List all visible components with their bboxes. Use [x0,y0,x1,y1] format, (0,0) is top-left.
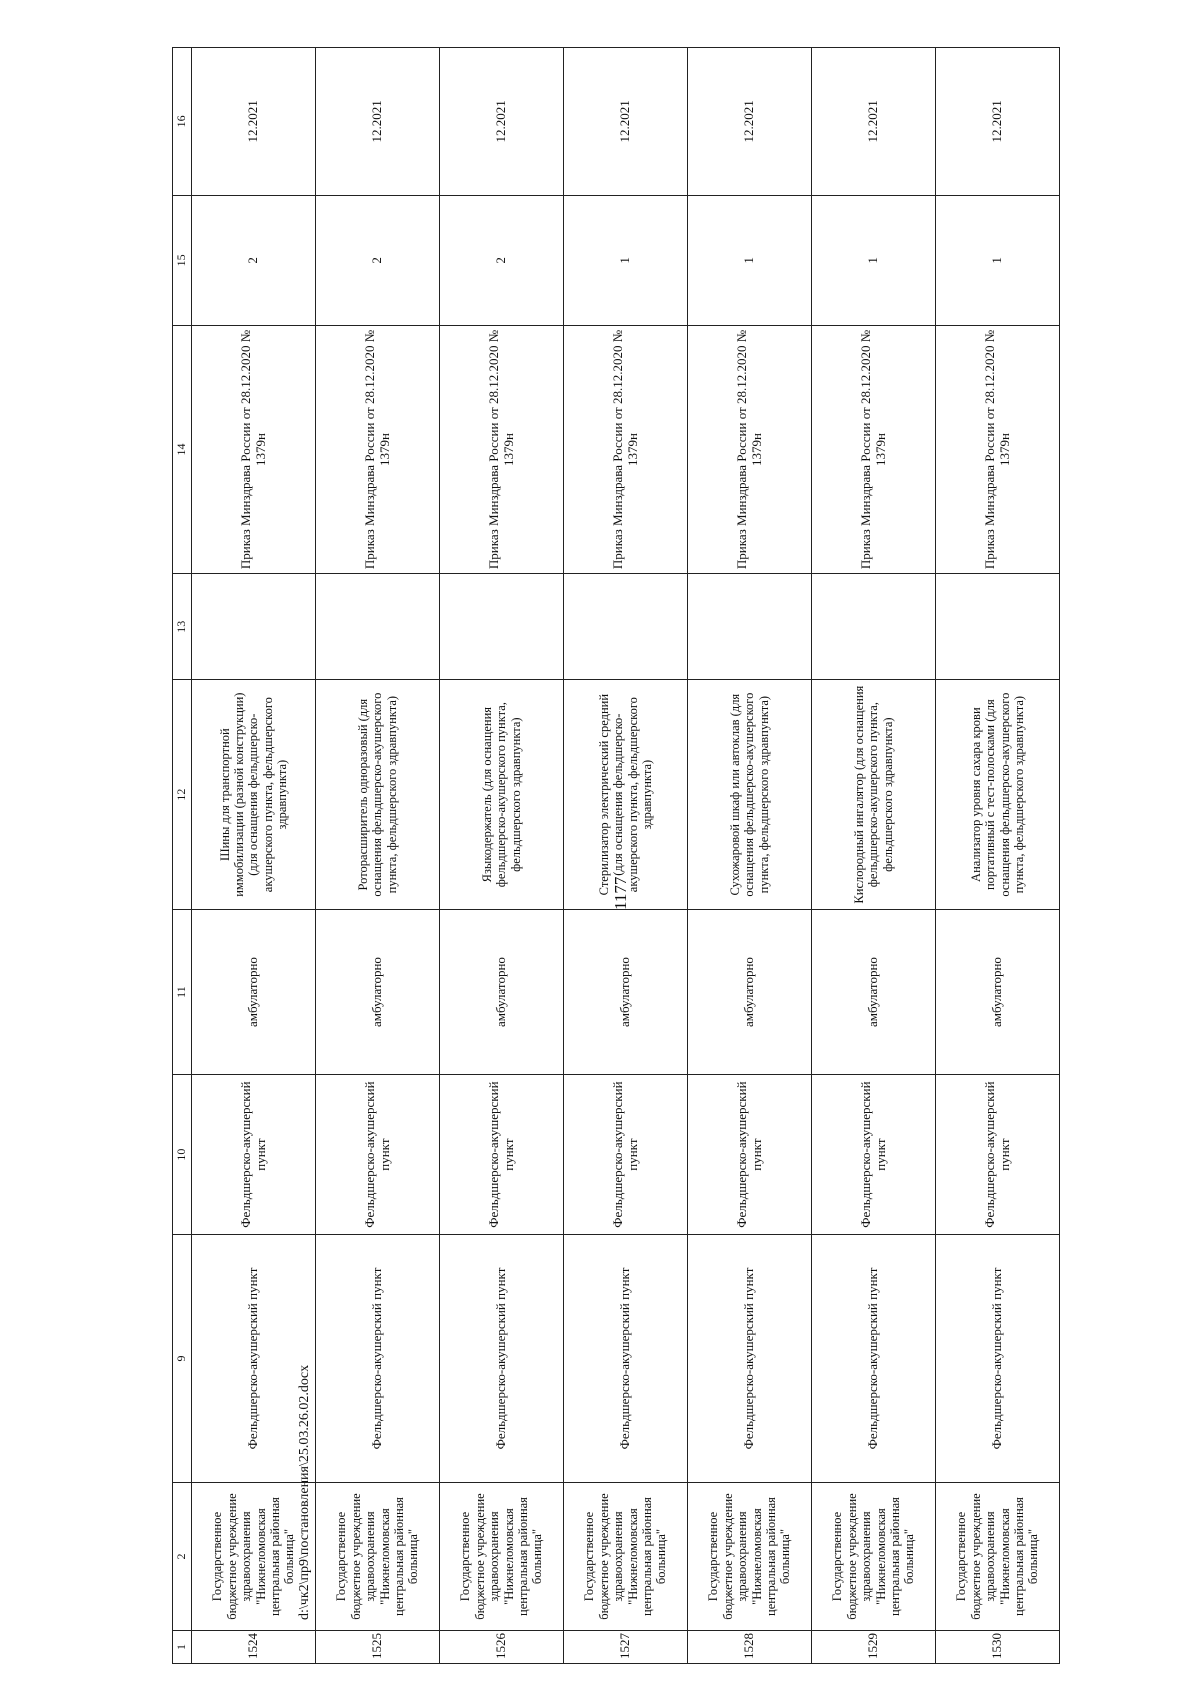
cell-column-13 [564,574,688,680]
cell-organization: Государственное бюджетное учреждение здравоохранения "Нижнеломовская центральная районная больница" [440,1483,564,1631]
cell-column-13 [440,574,564,680]
header-cell: 9 [173,1234,192,1482]
cell-unit-type: Фельдшерско-акушерский пункт [564,1075,688,1235]
cell-equipment-name: Языкодержатель (для оснащения фельдшерско-акушерского пункта, фельдшерского здравпункта) [440,680,564,909]
cell-structural-unit: Фельдшерско-акушерский пункт [812,1234,936,1482]
cell-care-conditions: амбулаторно [316,909,440,1075]
cell-row-number: 1526 [440,1630,564,1663]
table-row [812,48,936,1664]
cell-quantity: 2 [440,195,564,325]
cell-column-13 [192,574,316,680]
header-cell: 14 [173,325,192,573]
header-cell: 11 [173,909,192,1075]
cell-unit-type: Фельдшерско-акушерский пункт [688,1075,812,1235]
header-cell: 13 [173,574,192,680]
cell-standard-order: Приказ Минздрава России от 28.12.2020 № 1379н [192,325,316,573]
cell-care-conditions: амбулаторно [688,909,812,1075]
cell-quantity: 2 [192,195,316,325]
cell-equipment-name: Сухожаровой шкаф или автоклав (для оснащения фельдшерско-акушерского пункта, фельдшерского здравпункта) [688,680,812,909]
cell-column-13 [316,574,440,680]
cell-standard-order: Приказ Минздрава России от 28.12.2020 № 1379н [564,325,688,573]
cell-quantity: 1 [936,195,1060,325]
cell-equipment-name: Роторасширитель одноразовый (для оснащения фельдшерско-акушерского пункта, фельдшерского здравпункта) [316,680,440,909]
cell-date: 12.2021 [812,48,936,196]
cell-equipment-name: Кислородный ингалятор (для оснащения фельдшерско-акушерского пункта, фельдшерского здравпункта) [812,680,936,909]
cell-quantity: 1 [564,195,688,325]
cell-structural-unit: Фельдшерско-акушерский пункт [192,1234,316,1482]
header-cell: 16 [173,48,192,196]
cell-care-conditions: амбулаторно [192,909,316,1075]
cell-equipment-name: Шины для транспортной иммобилизации (разной конструкции) (для оснащения фельдшерско-акушерского пункта, фельдшерского здравпункта) [192,680,316,909]
cell-equipment-name: Анализатор уровня сахара крови портативный с тест-полосками (для оснащения фельдшерско-акушерского пункта, фельдшерского здравпункта) [936,680,1060,909]
cell-unit-type: Фельдшерско-акушерский пункт [936,1075,1060,1235]
cell-date: 12.2021 [192,48,316,196]
cell-date: 12.2021 [688,48,812,196]
table-row [564,48,688,1664]
cell-quantity: 1 [688,195,812,325]
cell-structural-unit: Фельдшерско-акушерский пункт [688,1234,812,1482]
cell-date: 12.2021 [564,48,688,196]
cell-structural-unit: Фельдшерско-акушерский пункт [564,1234,688,1482]
cell-row-number: 1524 [192,1630,316,1663]
cell-care-conditions: амбулаторно [564,909,688,1075]
cell-unit-type: Фельдшерско-акушерский пункт [812,1075,936,1235]
cell-row-number: 1530 [936,1630,1060,1663]
cell-row-number: 1528 [688,1630,812,1663]
cell-quantity: 2 [316,195,440,325]
cell-organization: Государственное бюджетное учреждение здравоохранения "Нижнеломовская центральная районная больница" [564,1483,688,1631]
table-row [316,48,440,1664]
cell-column-13 [812,574,936,680]
header-row [173,48,192,1664]
cell-organization: Государственное бюджетное учреждение здравоохранения "Нижнеломовская центральная районная больница" [688,1483,812,1631]
cell-structural-unit: Фельдшерско-акушерский пункт [440,1234,564,1482]
header-cell: 12 [173,680,192,909]
cell-care-conditions: амбулаторно [440,909,564,1075]
cell-care-conditions: амбулаторно [812,909,936,1075]
cell-unit-type: Фельдшерско-акушерский пункт [440,1075,564,1235]
cell-structural-unit: Фельдшерско-акушерский пункт [316,1234,440,1482]
cell-standard-order: Приказ Минздрава России от 28.12.2020 № 1379н [812,325,936,573]
cell-row-number: 1527 [564,1630,688,1663]
table-row [440,48,564,1664]
cell-unit-type: Фельдшерско-акушерский пункт [192,1075,316,1235]
cell-standard-order: Приказ Минздрава России от 28.12.2020 № 1379н [440,325,564,573]
cell-organization: Государственное бюджетное учреждение здравоохранения "Нижнеломовская центральная районная больница" [936,1483,1060,1631]
cell-standard-order: Приказ Минздрава России от 28.12.2020 № 1379н [316,325,440,573]
cell-organization: Государственное бюджетное учреждение здравоохранения "Нижнеломовская центральная районная больница" [192,1483,316,1631]
table-row [192,48,316,1664]
cell-unit-type: Фельдшерско-акушерский пункт [316,1075,440,1235]
cell-equipment-name: Стерилизатор электрический средний (для оснащения фельдшерско-акушерского пункта, фельдшерского здравпункта) [564,680,688,909]
cell-care-conditions: амбулаторно [936,909,1060,1075]
registry-table-wrapper [172,47,1041,1664]
page-number: 1177 [611,876,630,910]
table-row [688,48,812,1664]
header-cell: 15 [173,195,192,325]
cell-column-13 [688,574,812,680]
registry-table [172,47,1060,1664]
header-cell: 10 [173,1075,192,1235]
cell-date: 12.2021 [440,48,564,196]
cell-standard-order: Приказ Минздрава России от 28.12.2020 № 1379н [936,325,1060,573]
cell-date: 12.2021 [936,48,1060,196]
cell-column-13 [936,574,1060,680]
cell-date: 12.2021 [316,48,440,196]
cell-standard-order: Приказ Минздрава России от 28.12.2020 № 1379н [688,325,812,573]
cell-row-number: 1529 [812,1630,936,1663]
cell-organization: Государственное бюджетное учреждение здравоохранения "Нижнеломовская центральная районная больница" [316,1483,440,1631]
footer-file-path: d:\чк2\пр9\постановления\25.03.26.02.docx [297,1364,312,1620]
cell-structural-unit: Фельдшерско-акушерский пункт [936,1234,1060,1482]
table-row [936,48,1060,1664]
cell-quantity: 1 [812,195,936,325]
header-cell: 2 [173,1483,192,1631]
cell-row-number: 1525 [316,1630,440,1663]
header-cell: 1 [173,1630,192,1663]
cell-organization: Государственное бюджетное учреждение здравоохранения "Нижнеломовская центральная районная больница" [812,1483,936,1631]
